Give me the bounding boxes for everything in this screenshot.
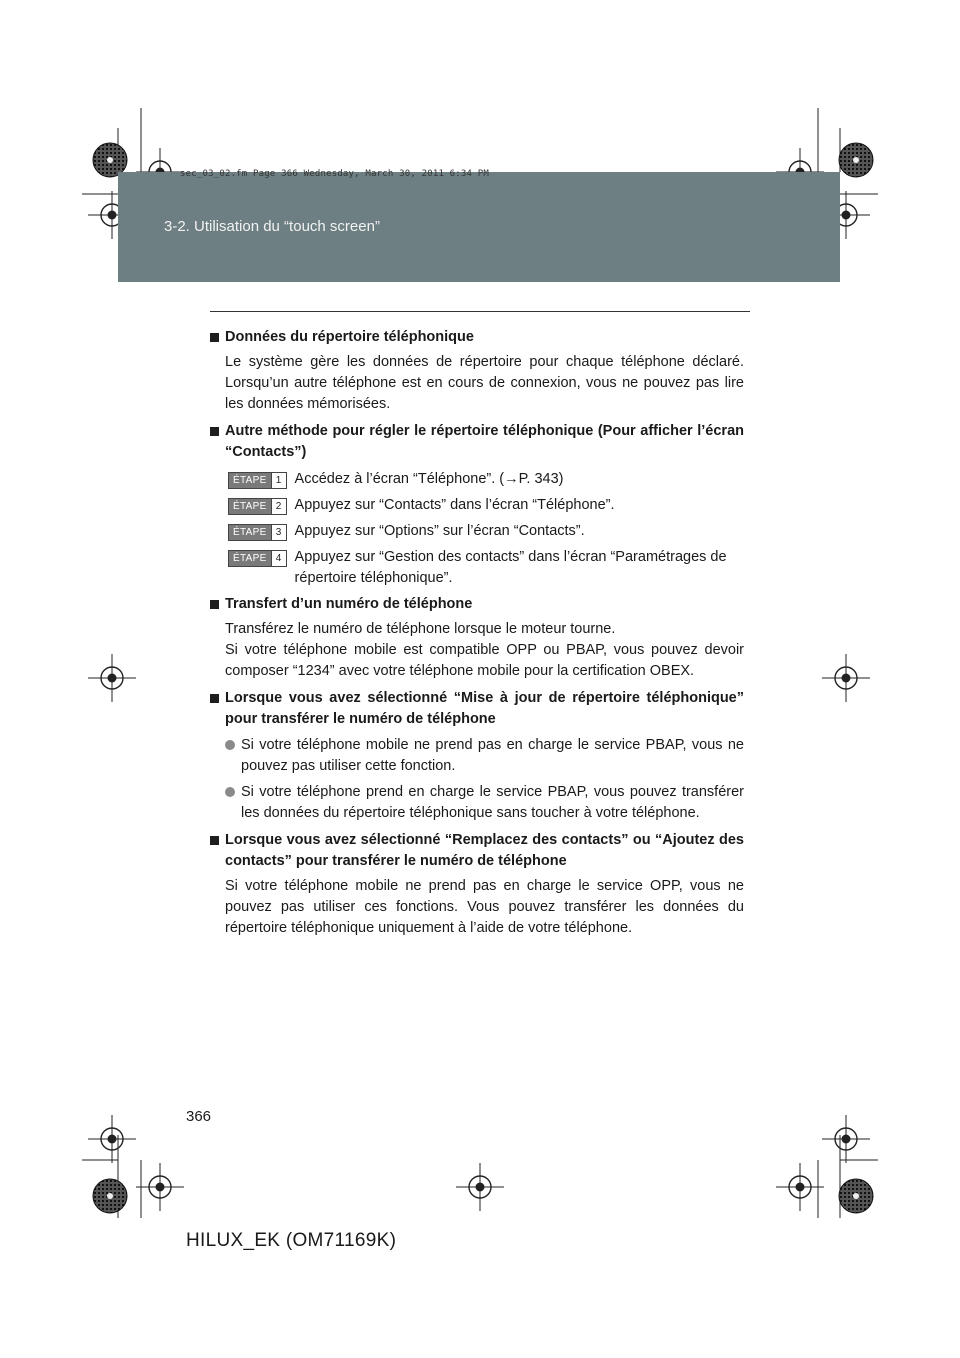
step-text: Accédez à l’écran “Téléphone”. (→P. 343): [294, 471, 564, 487]
file-meta-stamp: sec_03_02.fm Page 366 Wednesday, March 30, 2011 6:34 PM: [180, 169, 490, 179]
section-heading: Lorsque vous avez sélectionné “Mise à jour de répertoire téléphonique” pour transférer le numéro de téléphone: [210, 688, 744, 730]
header-rule: [210, 311, 750, 312]
section-heading: Transfert d’un numéro de téléphone: [210, 594, 744, 615]
page-number: 366: [186, 1108, 212, 1125]
circle-bullet-icon: [225, 740, 235, 750]
square-bullet-icon: [210, 600, 219, 609]
section-heading: Lorsque vous avez sélectionné “Remplacez des contacts” ou “Ajoutez des contacts” pour transférer le numéro de téléphone: [210, 830, 744, 872]
section-title: 3-2. Utilisation du “touch screen”: [164, 218, 380, 235]
section-header-band: [118, 172, 840, 282]
square-bullet-icon: [210, 694, 219, 703]
section-text: Si votre téléphone mobile ne prend pas en charge le service OPP, vous ne pouvez pas utiliser ces fonctions. Vous pouvez transférer les données du répertoire téléphonique uniquement à l’aide de votre téléphone.: [225, 878, 744, 936]
list-item: Si votre téléphone mobile ne prend pas en charge le service PBAP, vous ne pouvez pas utiliser cette fonction.: [225, 735, 744, 777]
step-text: Appuyez sur “Contacts” dans l’écran “Téléphone”.: [294, 497, 615, 513]
square-bullet-icon: [210, 333, 219, 342]
step-list: [228, 469, 744, 589]
square-bullet-icon: [210, 427, 219, 436]
section-heading: Autre méthode pour régler le répertoire téléphonique (Pour afficher l’écran “Contacts”): [210, 421, 744, 463]
step-text: Appuyez sur “Gestion des contacts” dans l’écran “Paramétrages de répertoire téléphonique”.: [294, 549, 727, 586]
step-badge: ÉTAPE 4: [228, 550, 287, 567]
square-bullet-icon: [210, 836, 219, 845]
step-text: Appuyez sur “Options” sur l’écran “Contacts”.: [294, 523, 585, 539]
list-item: Si votre téléphone prend en charge le service PBAP, vous pouvez transférer les données du répertoire téléphonique sans toucher à votre téléphone.: [225, 782, 744, 824]
step-badge: ÉTAPE 2: [228, 498, 287, 515]
section-text: Le système gère les données de répertoire pour chaque téléphone déclaré. Lorsqu’un autre téléphone est en cours de connexion, vous ne pouvez pas lire les données mémorisées.: [225, 354, 744, 412]
step-item: [228, 521, 744, 542]
model-code: HILUX_EK (OM71169K): [186, 1230, 397, 1251]
step-badge: ÉTAPE 3: [228, 524, 287, 541]
circle-bullet-icon: [225, 787, 235, 797]
step-item: [228, 495, 744, 516]
step-badge: ÉTAPE 1: [228, 472, 287, 489]
section-heading: Données du répertoire téléphonique: [210, 327, 744, 348]
step-item: [228, 547, 744, 589]
step-item: [228, 469, 744, 490]
section-text: Transférez le numéro de téléphone lorsque le moteur tourne. Si votre téléphone mobile est compatible OPP ou PBAP, vous pouvez devoir composer “1234” avec votre téléphone mobile pour la certification OBEX.: [225, 621, 744, 679]
page-content: [210, 327, 744, 939]
